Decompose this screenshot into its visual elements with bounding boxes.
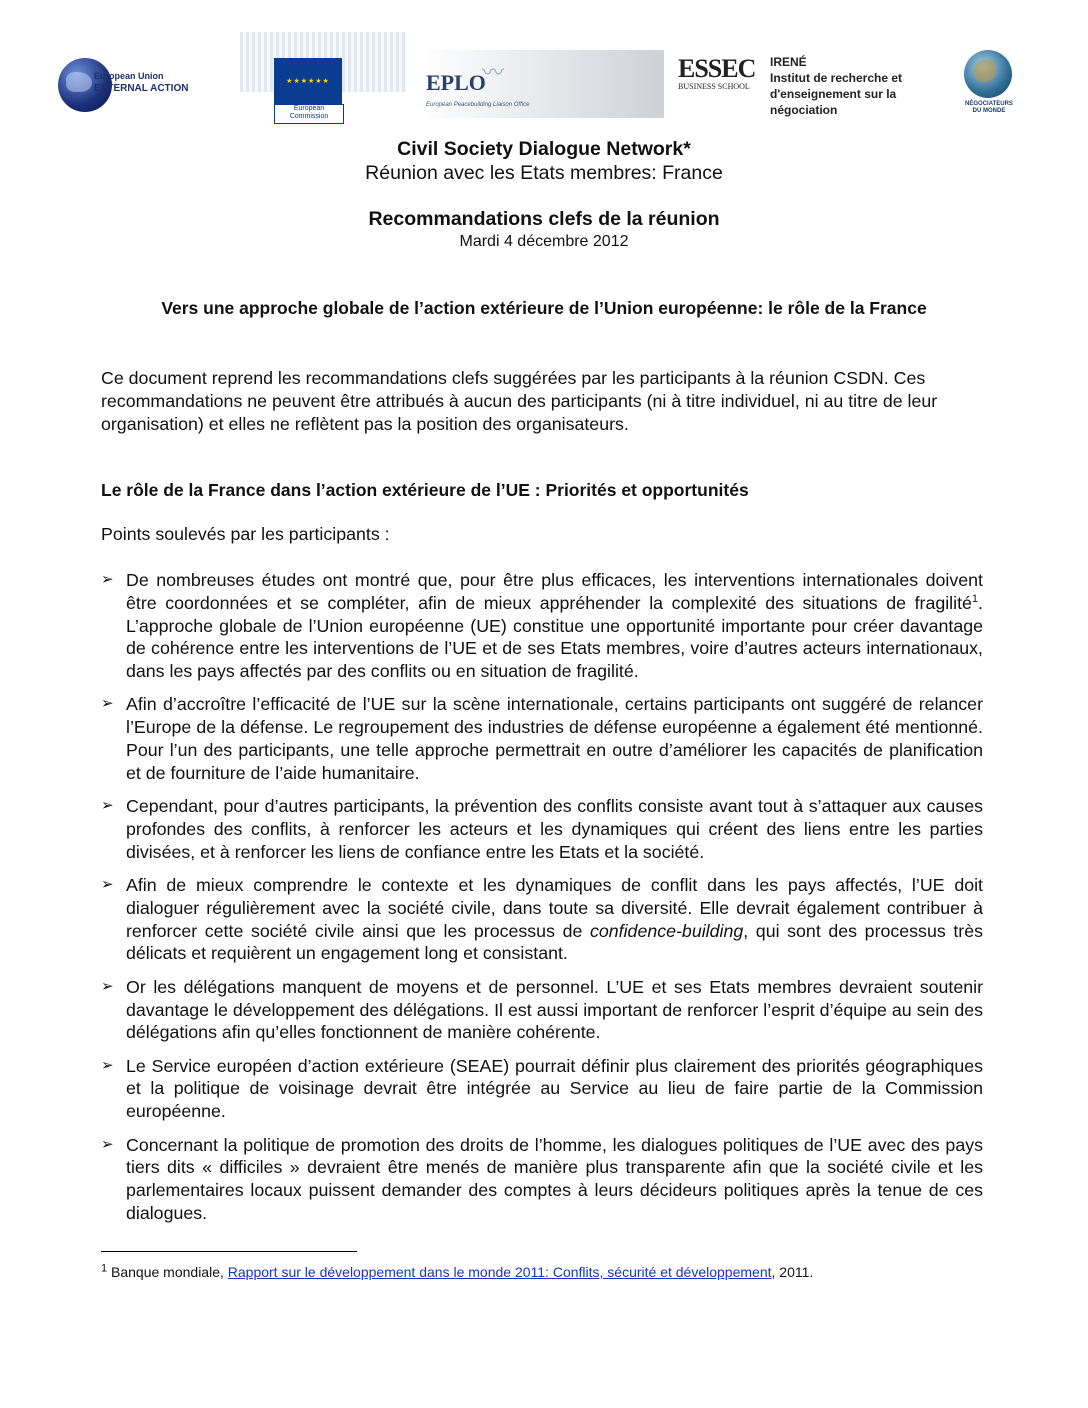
footnote-prefix: Banque mondiale, [107, 1264, 228, 1280]
list-item [101, 795, 983, 863]
section-lead: Points soulevés par les participants : [101, 524, 390, 544]
bullet-text: Concernant la politique de promotion des droits de l’homme, les dialogues politiques de l’UE avec des pays tiers dits « difficiles » devraient être menés de manière plus transparente afin que la société civile et les parlementaires locaux puissent demander des comptes à leurs décideurs politiques après la tenue de ces dialogues. [126, 1134, 983, 1223]
arrow-bullet-icon: ➢ [101, 571, 114, 588]
bullet-text: Afin d’accroître l’efficacité de l’UE sur la scène internationale, certains participants ont suggéré de relancer l’Europe de la défense. Le regroupement des industries de défense européenne a également été mentionné. Pour l’un des participants, une telle approche permettrait en outre d’améliorer les capacités de planification et de fourniture de l’aide humanitaire. [126, 694, 983, 783]
meeting-date: Mardi 4 décembre 2012 [459, 233, 629, 250]
eu-external-action-logo [58, 58, 218, 114]
list-item [101, 976, 983, 1044]
footnote-suffix: , 2011. [771, 1264, 814, 1280]
list-item [101, 569, 983, 683]
recommendation-list [101, 569, 983, 1235]
footnote-number: 1 [101, 1262, 108, 1275]
intro-paragraph: Ce document reprend les recommandations clefs suggérées par les participants à la réunion CSDN. Ces recommandations ne peuvent être attribués à aucun des participants (ni à titre individuel, ni au titre de leur organisation) et elles ne reflètent pas la position des organisateurs. [101, 368, 938, 434]
footnote-ref[interactable]: 1 [971, 592, 979, 605]
bird-icon: 〰 [482, 60, 505, 85]
globe-icon [964, 50, 1012, 98]
document-title: Civil Society Dialogue Network* [397, 138, 691, 160]
arrow-bullet-icon: ➢ [101, 1056, 114, 1074]
negociateurs-line2: DU MONDE [972, 108, 1006, 114]
bullet-text: De nombreuses études ont montré que, pour être plus efficaces, les interventions internationales doivent être coordonnées et se compléter, afin de mieux appréhender la complexité des situations de fragilité [126, 570, 983, 613]
ec-logo-label [274, 104, 344, 124]
document-subtitle: Réunion avec les Etats membres: France [365, 162, 723, 184]
negociateurs-logo [962, 50, 1016, 128]
essec-name: ESSEC [678, 54, 756, 83]
arrow-bullet-icon: ➢ [101, 876, 114, 894]
arrow-bullet-icon: ➢ [101, 797, 114, 815]
bullet-emphasis: confidence-building [590, 920, 744, 941]
stars-icon: ★★★★★★ [286, 78, 330, 85]
list-item [101, 693, 983, 784]
european-commission-logo [240, 32, 406, 120]
bullet-text: Cependant, pour d’autres participants, la prévention des conflits consiste avant tout à s’attaquer aux causes profondes des conflits, à renforcer les acteurs et les dynamiques qui créent des liens entre les parties divisées, et à renforcer les liens de confiance entre les Etats et la société. [126, 796, 983, 862]
eplo-logo [420, 50, 664, 118]
irene-logo [770, 54, 960, 117]
meeting-theme: Vers une approche globale de l’action extérieure de l’Union européenne: le rôle de la France [161, 298, 927, 318]
irene-line2: Institut de recherche et [770, 71, 903, 85]
eplo-name: EPLO [426, 70, 486, 95]
bullet-text: . L’approche globale de l’Union européenne (UE) constitue une opportunité importante pour créer davantage de cohérence entre les interventions de l’UE et de ses Etats membres, voire d’autres acteurs internationaux, dans les pays affectés par des conflits ou en situation de fragilité. [126, 592, 983, 682]
arrow-bullet-icon: ➢ [101, 1135, 114, 1153]
eplo-subtitle: European Peacebuilding Liaison Office [426, 102, 530, 108]
irene-line1: IRENÉ [770, 55, 807, 69]
eu-logo-line1: European Union [94, 71, 164, 81]
essec-subtitle: BUSINESS SCHOOL [678, 82, 750, 91]
eu-logo-line2: EXTERNAL ACTION [94, 83, 189, 94]
document-heading: Recommandations clefs de la réunion [368, 208, 720, 230]
bullet-text: Le Service européen d’action extérieure (SEAE) pourrait définir plus clairement des priorités géographiques et la politique de voisinage devrait être intégrée au Service au lieu de faire partie de la Commission européenne. [126, 1055, 983, 1122]
ec-logo-line2: Commission [289, 113, 329, 120]
arrow-bullet-icon: ➢ [101, 977, 114, 995]
list-item [101, 874, 983, 965]
bullet-text: Or les délégations manquent de moyens et de personnel. L’UE et ses Etats membres devraient soutenir davantage le développement des délégations. Il est aussi important de renforcer l’esprit d’équipe au sein des délégations afin qu’elles fonctionnent de manière cohérente. [126, 976, 983, 1043]
irene-line3: d'enseignement sur la négociation [770, 87, 897, 117]
list-item [101, 1134, 983, 1225]
negociateurs-line1: NÉGOCIATEURS [965, 101, 1013, 107]
logo-row [0, 30, 1088, 130]
ec-logo-line1: European [293, 105, 325, 112]
list-item [101, 1055, 983, 1123]
essec-logo [678, 54, 760, 110]
section-title: Le rôle de la France dans l’action extérieure de l’UE : Priorités et opportunités [101, 480, 749, 500]
negociateurs-label [962, 101, 1016, 115]
bullet-text: Afin de mieux comprendre le contexte et les dynamiques de conflit dans les pays affectés, l’UE doit dialoguer régulièrement avec la société civile, dans toute sa diversité. Elle devrait également contribuer à renforcer cette société civile ainsi que les processus de [126, 875, 983, 941]
bullet-text: , qui sont des processus très délicats et requièrent un engagement long et consistant. [126, 920, 983, 964]
arrow-bullet-icon: ➢ [101, 695, 114, 713]
footnote [101, 1264, 813, 1280]
footnote-link[interactable]: Rapport sur le développement dans le monde 2011: Conflits, sécurité et développement [227, 1264, 772, 1280]
footnote-divider [101, 1251, 357, 1252]
